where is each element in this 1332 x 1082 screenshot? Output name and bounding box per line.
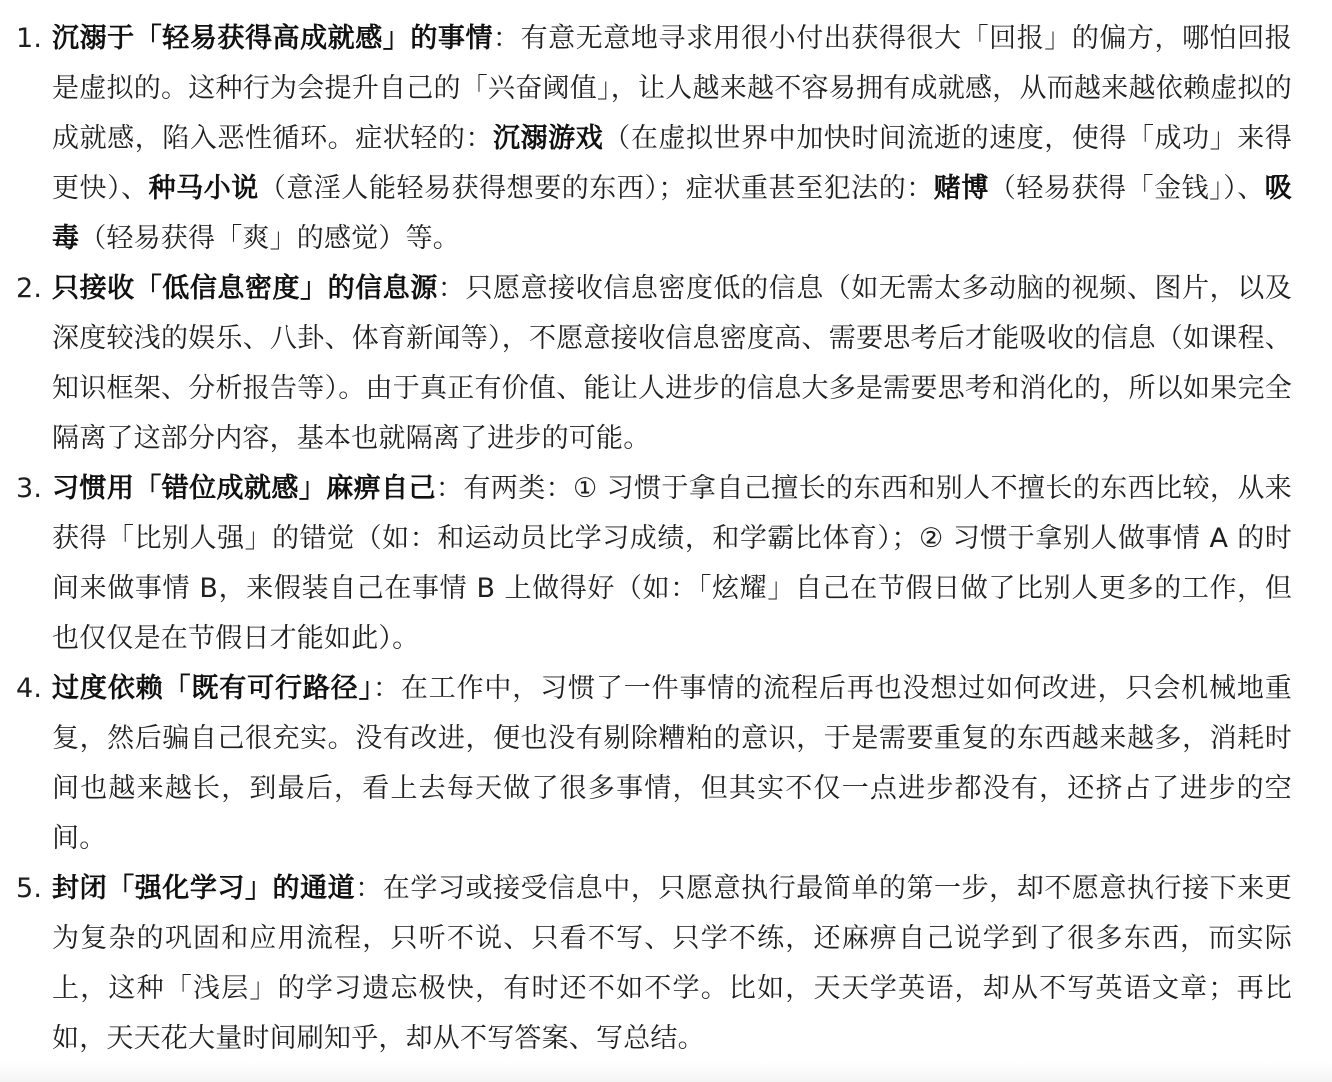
numbered-list (0, 14, 1332, 1064)
keyword-bold: 吸毒 (52, 173, 1292, 254)
item-text: （轻易获得「爽」的感觉）等。 (79, 223, 461, 254)
keyword-bold: 种马小说 (148, 173, 259, 204)
item-text: ：有意无意地寻求用很小付出获得很大「回报」的偏方，哪怕回报是虚拟的。这种行为会提升自己的「兴奋阈值」，让人越来越不容易拥有成就感，从而越来越依赖虚拟的成就感，陷入恶性循环。症状轻的： (52, 23, 1292, 154)
list-item-2 (0, 264, 1332, 464)
item-text: （意淫人能轻易获得想要的东西）；症状重甚至犯法的： (258, 173, 934, 204)
list-number: 1. (16, 23, 43, 54)
list-number: 4. (16, 673, 43, 704)
list-number: 2. (16, 273, 43, 304)
keyword-bold: 赌博 (933, 173, 989, 204)
item-heading: 习惯用「错位成就感」麻痹自己 (52, 473, 436, 504)
item-heading: 过度依赖「既有可行路径」 (52, 673, 373, 704)
keyword-bold: 沉溺游戏 (493, 123, 604, 154)
item-heading: 封闭「强化学习」的通道 (52, 873, 356, 904)
list-number: 3. (16, 473, 43, 504)
item-text: ：在工作中，习惯了一件事情的流程后再也没想过如何改进，只会机械地重复，然后骗自己很充实。没有改进，便也没有剔除糟粕的意识，于是需要重复的东西越来越多，消耗时间也越来越长，到最后，看上去每天做了很多事情，但其实不仅一点进步都没有，还挤占了进步的空间。 (52, 673, 1292, 854)
item-text: ：只愿意接收信息密度低的信息（如无需太多动脑的视频、图片，以及深度较浅的娱乐、八卦、体育新闻等），不愿意接收信息密度高、需要思考后才能吸收的信息（如课程、知识框架、分析报告等）。由于真正有价值、能让人进步的信息大多是需要思考和消化的，所以如果完全隔离了这部分内容，基本也就隔离了进步的可能。 (52, 273, 1292, 454)
item-text: （轻易获得「金钱」）、 (988, 173, 1265, 204)
list-item-3 (0, 464, 1332, 664)
list-item-4 (0, 664, 1332, 864)
item-heading: 沉溺于「轻易获得高成就感」的事情 (52, 23, 494, 54)
list-item-5 (0, 864, 1332, 1064)
item-text: （在虚拟世界中加快时间流逝的速度，使得「成功」来得更快）、 (52, 123, 1292, 204)
document-body (0, 14, 1332, 1064)
item-heading: 只接收「低信息密度」的信息源 (52, 273, 438, 304)
bottom-edge-shade (0, 1062, 1332, 1082)
list-item-1 (0, 14, 1332, 264)
list-number: 5. (16, 873, 43, 904)
item-text: ：有两类：① 习惯于拿自己擅长的东西和别人不擅长的东西比较，从来获得「比别人强」的错觉（如：和运动员比学习成绩，和学霸比体育）；② 习惯于拿别人做事情 A 的时间来做事情 B，来假装自己在事情 B 上做得好（如：「炫耀」自己在节假日做了比别人更多的工作，但也仅仅是在节假日才能如此）。 (52, 473, 1292, 654)
item-text: ：在学习或接受信息中，只愿意执行最简单的第一步，却不愿意执行接下来更为复杂的巩固和应用流程，只听不说、只看不写、只学不练，还麻痹自己说学到了很多东西，而实际上，这种「浅层」的学习遗忘极快，有时还不如不学。比如，天天学英语，却从不写英语文章；再比如，天天花大量时间刷知乎，却从不写答案、写总结。 (52, 873, 1292, 1054)
